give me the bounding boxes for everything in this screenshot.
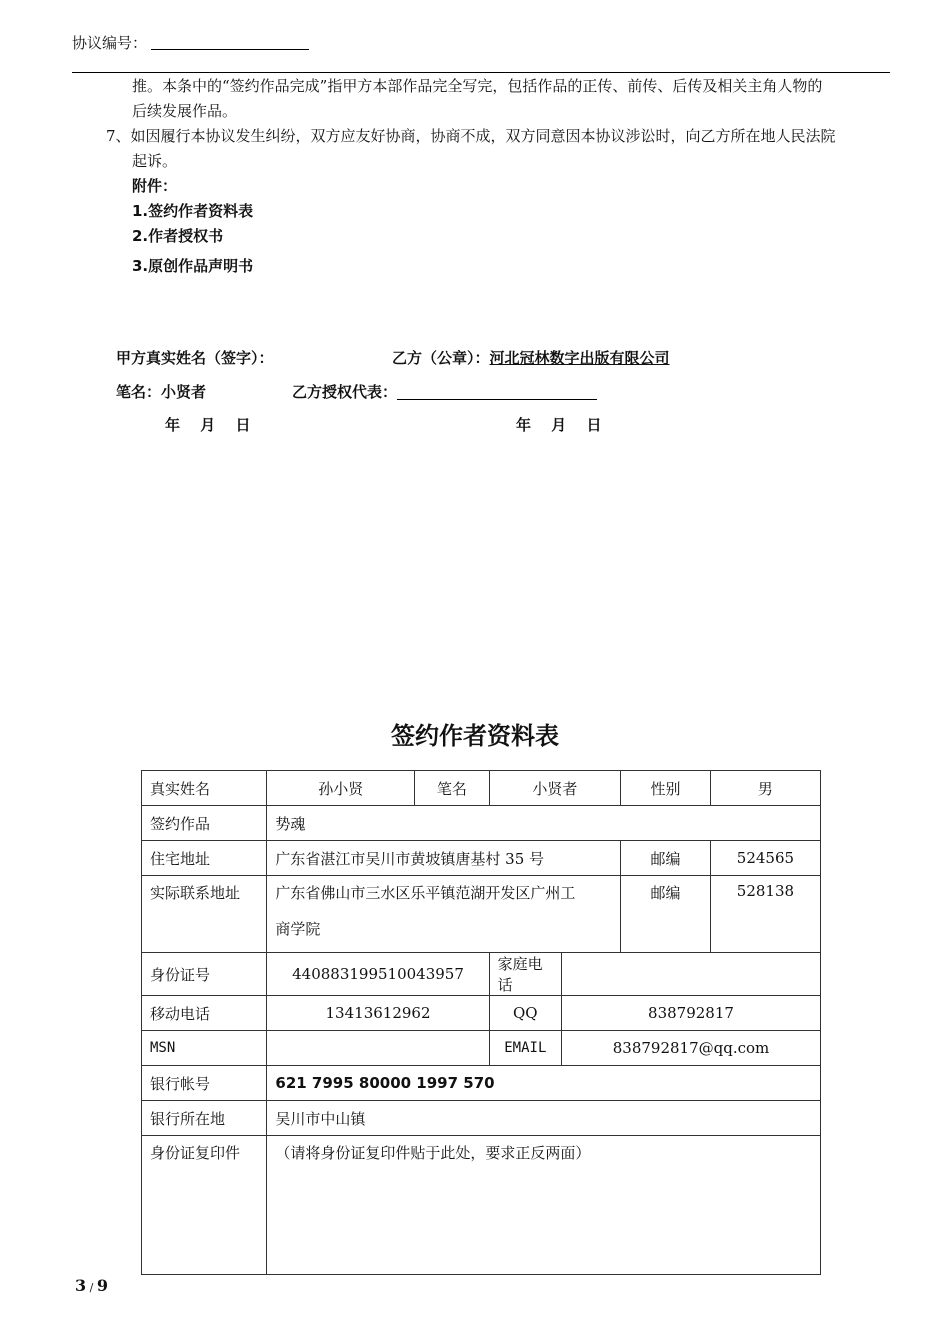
qq-label: QQ	[489, 996, 561, 1031]
attachment-item: 1.签约作者资料表	[132, 202, 254, 220]
pen-name-value: 小贤者	[489, 771, 621, 806]
home-address-value: 广东省湛江市吴川市黄坡镇唐基村 35 号	[267, 841, 621, 876]
home-zip-value: 524565	[710, 841, 820, 876]
clause-continuation-line-2: 后续发展作品。	[132, 102, 238, 120]
contact-zip-value: 528138	[710, 876, 820, 953]
party-a-date: 年 月 日	[165, 416, 251, 434]
email-label: EMAIL	[489, 1031, 561, 1066]
contact-address-line-1: 广东省佛山市三水区乐平镇范湖开发区广州工	[275, 884, 576, 902]
contact-address-line-2: 商学院	[275, 920, 321, 938]
bank-location-value: 吴川市中山镇	[267, 1101, 821, 1136]
bank-account-value: 621 7995 80000 1997 570	[267, 1066, 821, 1101]
attachment-item: 3.原创作品声明书	[132, 257, 254, 275]
bank-location-label: 银行所在地	[142, 1101, 267, 1136]
attachment-item: 2.作者授权书	[132, 227, 224, 245]
id-number-value: 440883199510043957	[267, 953, 489, 996]
table-row	[142, 806, 821, 841]
home-phone-value	[562, 953, 821, 996]
party-b-rep-blank	[397, 385, 597, 400]
msn-label: MSN	[142, 1031, 267, 1066]
work-label: 签约作品	[142, 806, 267, 841]
clause-7-line-1: 7、如因履行本协议发生纠纷，双方应友好协商，协商不成，双方同意因本协议涉讼时，向乙方所在地人民法院	[106, 127, 836, 145]
party-b-seal	[392, 346, 670, 371]
clause-continuation-line-1: 推。本条中的“签约作品完成”指甲方本部作品完全写完，包括作品的正传、前传、后传及相关主角人物的	[132, 77, 823, 95]
table-row	[142, 1136, 821, 1275]
home-address-label: 住宅地址	[142, 841, 267, 876]
mobile-value: 13413612962	[267, 996, 489, 1031]
party-b-company: 河北冠林数字出版有限公司	[489, 349, 670, 367]
id-copy-area: （请将身份证复印件贴于此处，要求正反两面）	[267, 1136, 821, 1275]
page-number: 3 / 9	[75, 1276, 108, 1295]
email-value: 838792817@qq.com	[562, 1031, 821, 1066]
party-b-label: 乙方（公章）：	[392, 349, 490, 367]
table-row	[142, 876, 821, 953]
table-row	[142, 1101, 821, 1136]
party-b-date: 年 月 日	[516, 416, 602, 434]
clause-7-line-2: 起诉。	[132, 152, 178, 170]
contact-address-value	[267, 876, 621, 953]
home-zip-label: 邮编	[621, 841, 711, 876]
real-name-value: 孙小贤	[267, 771, 415, 806]
party-b-rep-label: 乙方授权代表：	[292, 383, 398, 401]
agreement-number	[72, 32, 309, 53]
id-copy-label: 身份证复印件	[142, 1136, 267, 1275]
work-value: 势魂	[267, 806, 821, 841]
page-total: 9	[96, 1276, 108, 1295]
table-row	[142, 1066, 821, 1101]
table-row	[142, 771, 821, 806]
home-phone-label: 家庭电话	[489, 953, 561, 996]
gender-value: 男	[710, 771, 820, 806]
id-number-label: 身份证号	[142, 953, 267, 996]
table-row	[142, 996, 821, 1031]
qq-value: 838792817	[562, 996, 821, 1031]
mobile-label: 移动电话	[142, 996, 267, 1031]
contact-zip-label: 邮编	[621, 876, 711, 953]
form-title: 签约作者资料表	[391, 722, 559, 750]
pen-name-label: 笔名	[415, 771, 489, 806]
agreement-number-label: 协议编号：	[72, 34, 148, 52]
agreement-number-blank	[151, 35, 309, 50]
table-row	[142, 953, 821, 996]
author-info-table	[141, 770, 821, 1275]
attachments-title: 附件：	[132, 177, 178, 195]
party-b-representative	[292, 380, 597, 405]
party-a-signature-label: 甲方真实姓名（签字）：	[116, 349, 274, 367]
table-row	[142, 1031, 821, 1066]
contact-address-label: 实际联系地址	[142, 876, 267, 953]
page-current: 3	[75, 1276, 87, 1295]
header-rule	[72, 72, 890, 73]
table-row	[142, 841, 821, 876]
gender-label: 性别	[621, 771, 711, 806]
msn-value	[267, 1031, 489, 1066]
real-name-label: 真实姓名	[142, 771, 267, 806]
bank-account-label: 银行帐号	[142, 1066, 267, 1101]
pen-name-line: 笔名：小贤者	[116, 383, 207, 401]
